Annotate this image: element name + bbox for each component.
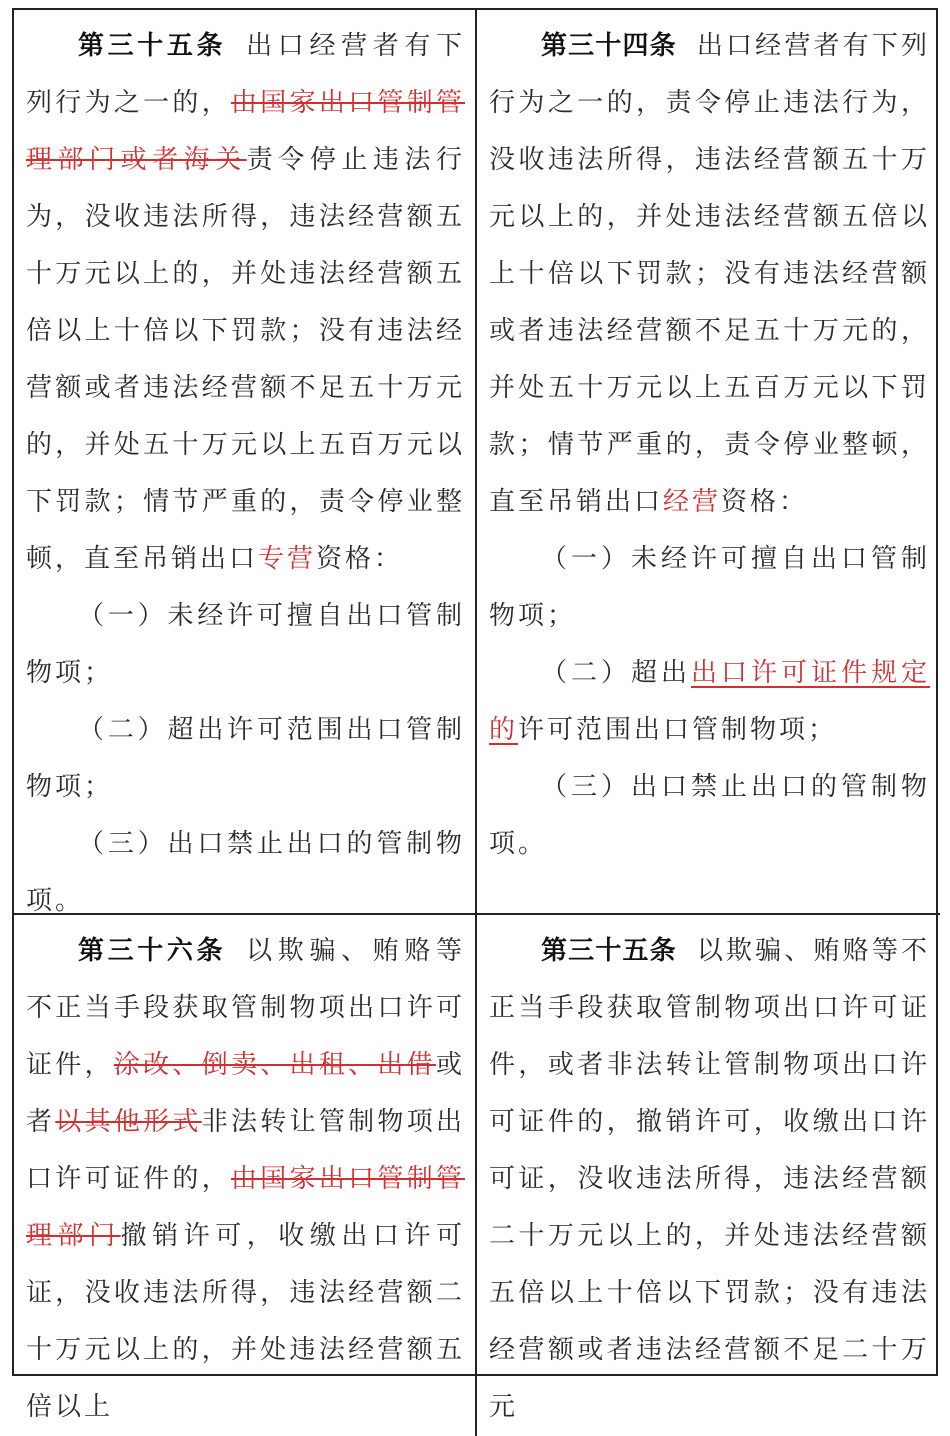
cell-revised-article-36 <box>14 915 477 1436</box>
text-run: 资格： <box>721 487 809 517</box>
text-run: 出口经营者有下列行为之一的，责令停止违法行为，没收违法所得，违法经营额五十万元以上的，并处违法经营额五倍以上十倍以下罚款；没有违法经营额或者违法经营额不足五十万元的，并处五十万元以上五百万元以下罚款；情节严重的，责令停业整顿，直至吊销出口 <box>489 31 930 517</box>
text-run: 以欺骗、贿赂等不正当手段获取管制物项出口许可证件，或者非法转让管制物项出口许可证件的，撤销许可，收缴出口许可证，没收违法所得，违法经营额二十万元以上的，并处违法经营额五倍以上十倍以下罚款；没有违法经营额或者违法经营额不足二十万元 <box>489 936 930 1422</box>
item-3: （三）出口禁止出口的管制物项。 <box>26 829 465 916</box>
article-heading: 第三十六条 <box>78 936 227 966</box>
text-run: 或者 <box>26 1050 465 1137</box>
cell-revised-article-35 <box>14 10 477 915</box>
text-run: 非法转让管制物项出口许可证件的， <box>26 1107 465 1194</box>
comparison-table <box>12 8 938 1422</box>
deleted-text: 由国家出口管制管理部门 <box>26 1164 465 1251</box>
article-heading: 第三十四条 <box>541 31 677 61</box>
item-2: （二）超出许可范围出口管制物项； <box>26 715 465 802</box>
text-run: 以欺骗、贿赂等不正当手段获取管制物项出口许可证件， <box>26 936 465 1080</box>
article-36-paragraph <box>26 923 465 1436</box>
changed-text: 专营 <box>258 544 317 574</box>
underlined-text: 出口许可证件规定的 <box>489 658 930 745</box>
item-1: （一）未经许可擅自出口管制物项； <box>489 544 930 631</box>
changed-text: 经营 <box>663 487 722 517</box>
deleted-text: 涂改、倒卖、出租、出借 <box>113 1050 436 1080</box>
article-heading: 第三十五条 <box>541 936 677 966</box>
deleted-text: 以其他形式 <box>55 1107 202 1137</box>
article-35-paragraph <box>489 923 930 1436</box>
text-run: 资格： <box>316 544 404 574</box>
text-run: 出口经营者有下列行为之一的， <box>26 31 465 118</box>
item-3: （三）出口禁止出口的管制物项。 <box>489 772 930 859</box>
text-run: （二）超出 <box>541 658 691 688</box>
article-heading: 第三十五条 <box>78 31 227 61</box>
article-35-paragraph <box>26 18 465 588</box>
article-34-paragraph <box>489 18 930 531</box>
text-run: 许可范围出口管制物项； <box>518 715 838 745</box>
text-run: 撤销许可，收缴出口许可证，没收违法所得，违法经营额二十万元以上的，并处违法经营额五倍以上 <box>26 1221 465 1422</box>
item-1: （一）未经许可擅自出口管制物项； <box>26 601 465 688</box>
deleted-text: 由国家出口管制管理部门或者海关 <box>26 88 465 175</box>
text-run: 责令停止违法行为，没收违法所得，违法经营额五十万元以上的，并处违法经营额五倍以上十倍以下罚款；没有违法经营额或者违法经营额不足五十万元的，并处五十万元以上五百万元以下罚款；情节严重的，责令停业整顿，直至吊销出口 <box>26 145 465 574</box>
cell-original-article-34 <box>477 10 940 915</box>
cell-original-article-35 <box>477 915 940 1436</box>
item-2 <box>489 645 930 759</box>
